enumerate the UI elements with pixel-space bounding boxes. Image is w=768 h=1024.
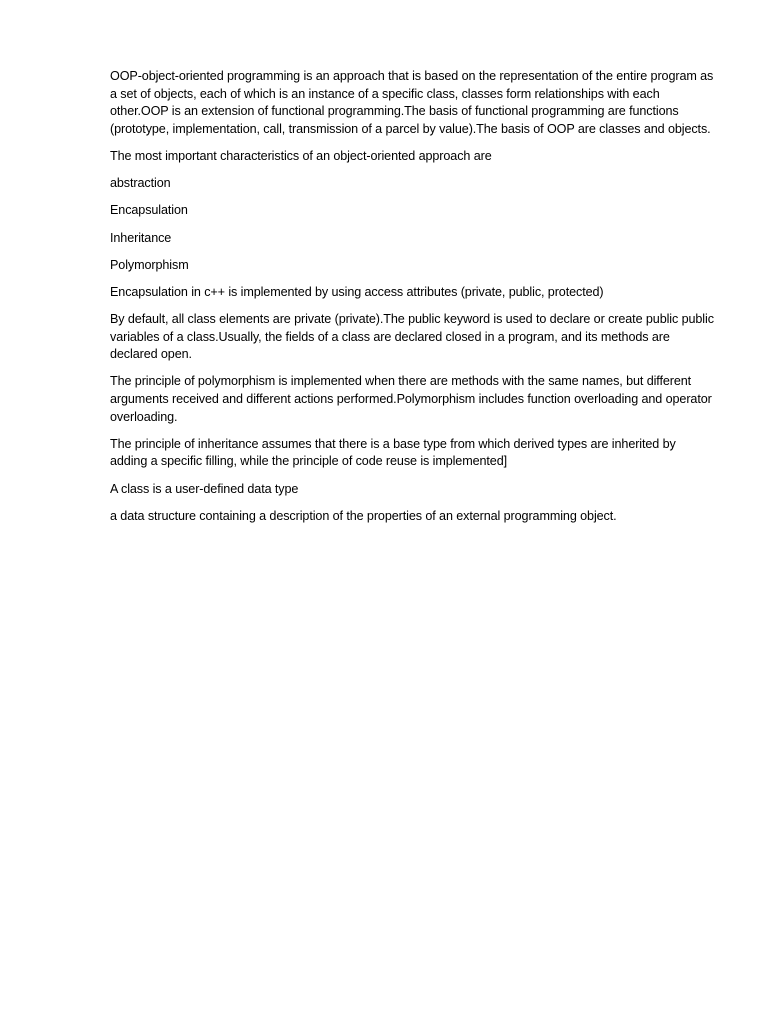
paragraph-abstraction: abstraction — [110, 176, 171, 191]
document-page — [110, 68, 715, 535]
paragraph-polymorphism-principle: The principle of polymorphism is implemented when there are methods with the same names, but different arguments received and different actions performed.Polymorphism includes function overloading and operator overloading. — [110, 374, 712, 424]
paragraph-oop-intro: OOP-object-oriented programming is an approach that is based on the representation of the entire program as a set of objects, each of which is an instance of a specific class, classes form relationships with each other.OOP is an extension of functional programming.The basis of functional programming are functions (prototype, implementation, call, transmission of a parcel by value).The basis of OOP are classes and objects. — [110, 69, 714, 136]
paragraph-characteristics-intro: The most important characteristics of an object-oriented approach are — [110, 148, 492, 163]
paragraph-default-private: By default, all class elements are private (private).The public keyword is used to declare or create public public variables of a class.Usually, the fields of a class are declared closed in a program, and its methods are declared open. — [110, 312, 714, 362]
paragraph-polymorphism: Polymorphism — [110, 257, 189, 272]
paragraph-encapsulation-cpp: Encapsulation in c++ is implemented by using access attributes (private, public, protected) — [110, 284, 604, 299]
paragraph-inheritance: Inheritance — [110, 230, 172, 245]
paragraph-data-structure: a data structure containing a description of the properties of an external programming object. — [110, 508, 617, 523]
paragraph-class-definition: A class is a user-defined data type — [110, 481, 299, 496]
paragraph-inheritance-principle: The principle of inheritance assumes that there is a base type from which derived types are inherited by adding a specific filling, while the principle of code reuse is implemented] — [110, 436, 676, 469]
paragraph-encapsulation: Encapsulation — [110, 203, 188, 218]
